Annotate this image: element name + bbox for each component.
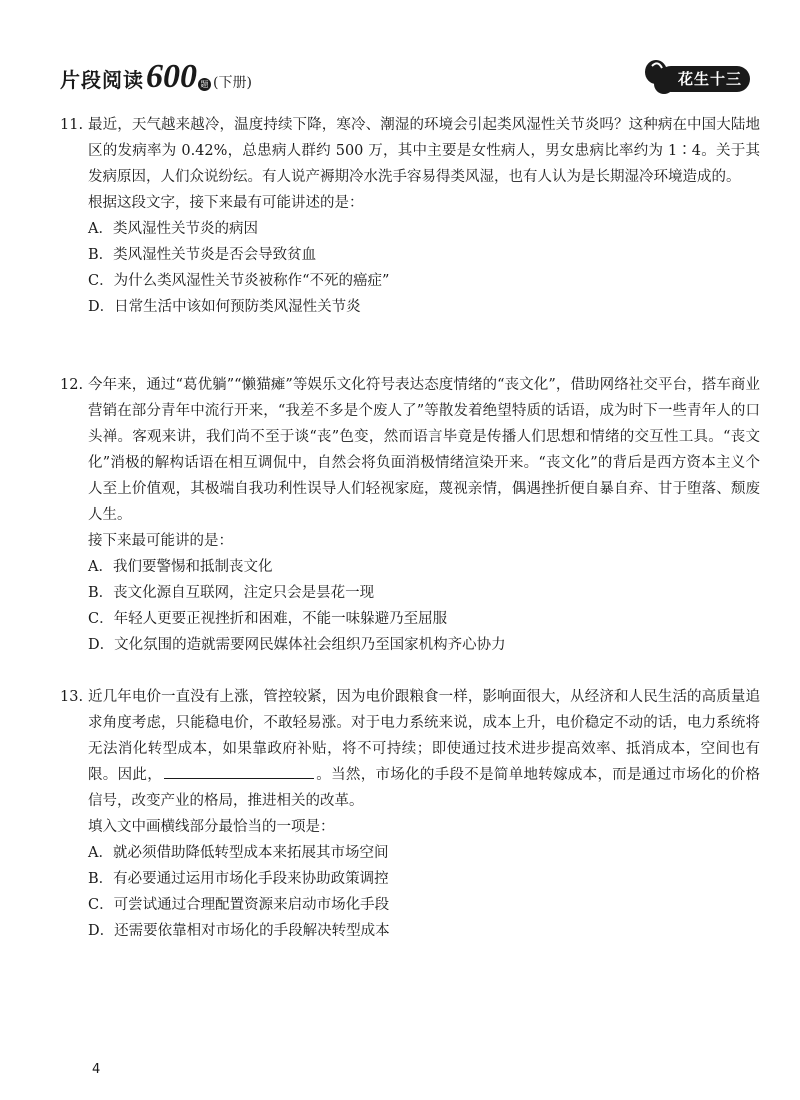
answer-blank: [164, 762, 314, 779]
passage-after-blank: 。当然，市场化的手段不是简单地转嫁成本，而是通过市场化的价格信号，改变产业的格局，推进相关的改革。: [88, 767, 760, 809]
question-number: 13.: [60, 689, 84, 705]
option-c[interactable]: C．为什么类风湿性关节炎被称作“不死的癌症”: [88, 273, 390, 289]
option-b[interactable]: B．丧文化源自互联网，注定只会是昙花一现: [88, 585, 375, 601]
option-d[interactable]: D．文化氛围的造就需要网民媒体社会组织乃至国家机构齐心协力: [88, 637, 506, 653]
question-number: 12.: [60, 377, 84, 393]
question-passage: 最近，天气越来越冷，温度持续下降，寒冷、潮湿的环境会引起类风湿性关节炎吗？这种病在中国大陆地区的发病率为 0.42%，总患病人群约 500 万，其中主要是女性病人，男女患病比率约为 1∶4。关于其发病原因，人们众说纷纭。有人说产褥期冷水洗手容易得类风湿，也有人认为是长期湿冷环境造成的。: [88, 117, 760, 185]
brand-logo: [640, 58, 752, 96]
question-prompt: 根据这段文字，接下来最有可能讲述的是：: [88, 195, 364, 211]
question-passage: [88, 684, 760, 814]
volume-label: (下册): [213, 75, 252, 91]
option-a[interactable]: A．就必须借助降低转型成本来拓展其市场空间: [88, 845, 389, 861]
question-11: [60, 112, 760, 320]
page-number: 4: [92, 1062, 101, 1077]
book-header: [60, 58, 252, 95]
option-a[interactable]: A．类风湿性关节炎的病因: [88, 221, 258, 237]
option-b[interactable]: B．类风湿性关节炎是否会导致贫血: [88, 247, 317, 263]
question-12: [60, 372, 760, 658]
option-a[interactable]: A．我们要警惕和抵制丧文化: [88, 559, 273, 575]
book-title: 片段阅读: [60, 68, 144, 92]
option-d[interactable]: D．还需要依靠相对市场化的手段解决转型成本: [88, 923, 390, 939]
question-prompt: 接下来最可能讲的是：: [88, 533, 233, 549]
option-c[interactable]: C．年轻人更要正视挫折和困难，不能一味躲避乃至屈服: [88, 611, 448, 627]
option-d[interactable]: D．日常生活中该如何预防类风湿性关节炎: [88, 299, 361, 315]
passage-before-blank: 近几年电价一直没有上涨，管控较紧，因为电价跟粮食一样，影响面很大，从经济和人民生活的高质量追求角度考虑，只能稳电价，不敢轻易涨。对于电力系统来说，成本上升，电价稳定不动的话，电力系统将无法消化转型成本，如果靠政府补贴，将不可持续；即使通过技术进步提高效率、抵消成本，空间也有限。因此，: [88, 689, 760, 783]
option-c[interactable]: C．可尝试通过合理配置资源来启动市场化手段: [88, 897, 390, 913]
option-b[interactable]: B．有必要通过运用市场化手段来协助政策调控: [88, 871, 389, 887]
book-number: 600: [146, 58, 197, 95]
book-number-suffix: 题: [198, 78, 211, 91]
question-prompt: 填入文中画横线部分最恰当的一项是：: [88, 819, 335, 835]
logo-text: 花生十三: [658, 66, 750, 92]
question-13: [60, 684, 760, 944]
question-number: 11.: [60, 117, 84, 133]
question-passage: 今年来，通过“葛优躺”“懒猫瘫”等娱乐文化符号表达态度情绪的“丧文化”，借助网络社交平台，搭车商业营销在部分青年中流行开来，“我差不多是个废人了”等散发着绝望特质的话语，成为时下一些青年人的口头禅。客观来讲，我们尚不至于谈“丧”色变，然而语言毕竟是传播人们思想和情绪的交互性工具。“丧文化”消极的解构话语在相互调侃中，自然会将负面消极情绪渲染开来。“丧文化”的背后是西方资本主义个人至上价值观，其极端自我功利性误导人们轻视家庭，蔑视亲情，偶遇挫折便自暴自弃、甘于堕落、颓废人生。: [88, 377, 760, 523]
